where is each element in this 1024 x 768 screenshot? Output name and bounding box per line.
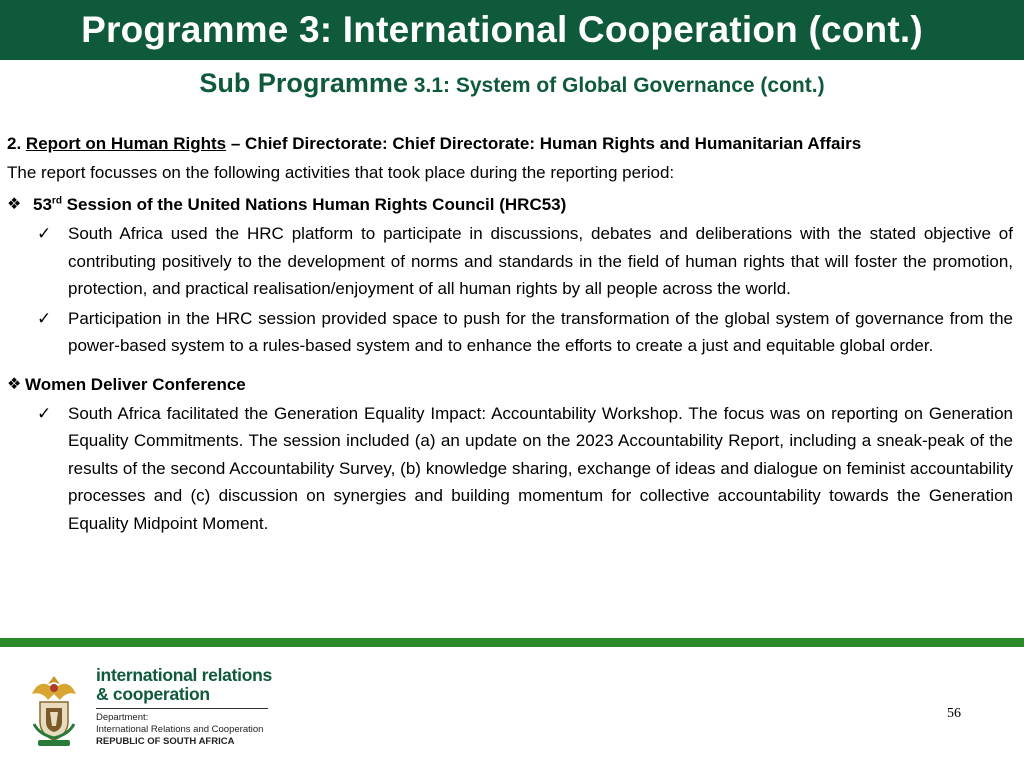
list-item: [37, 305, 1013, 360]
list-item-text: South Africa facilitated the Generation Equality Impact: Accountability Workshop. The focus was on reporting on Generation Equality Commitments. The session included (a) an update on the 2023 Accountability Report, including a sneak-peak of the results of the second Accountability Survey, (b) knowledge sharing, exchange of ideas and dialogue on feminist accountability processes and (c) discussion on synergies and building momentum for collective accountability towards the Generation Equality Midpoint Moment.: [68, 403, 1013, 533]
subtitle-lead: Sub Programme: [199, 68, 408, 98]
check-icon: ✓: [37, 308, 52, 328]
diamond-bullet-icon: ❖: [7, 375, 22, 393]
report-link: Report on Human Rights: [25, 134, 227, 153]
coat-of-arms-icon: [26, 672, 82, 748]
section-heading: [7, 192, 1013, 218]
session-number: 53: [33, 195, 52, 214]
footer-divider: [0, 638, 1024, 647]
slide-title: Programme 3: International Cooperation (cont.): [81, 9, 923, 50]
section-title: Women Deliver Conference: [25, 374, 246, 394]
brand-block: [96, 666, 272, 748]
list-item: [37, 220, 1013, 303]
country-name: REPUBLIC OF SOUTH AFRICA: [96, 736, 235, 747]
session-ordinal: rd: [51, 195, 62, 207]
section-title: [33, 192, 566, 218]
session-title: Session of the United Nations Human Rights Council (HRC53): [61, 195, 567, 214]
section-heading: [7, 372, 1013, 398]
report-intro: The report focusses on the following activities that took place during the reporting period:: [7, 163, 675, 182]
department-name: International Relations and Cooperation: [96, 724, 264, 735]
section-women-deliver: [7, 372, 1013, 538]
section-hrc53: [7, 192, 1013, 360]
report-number: 2.: [7, 134, 22, 153]
report-heading: [7, 132, 1013, 156]
brand-rule: [96, 708, 268, 709]
list-item-text: South Africa used the HRC platform to participate in discussions, debates and deliberations with the stated objective of contributing positively to the development of norms and standards in the field of human rights that will foster the promotion, protection, and practical realisation/enjoyment of all human rights by all people across the world.: [68, 224, 1013, 298]
diamond-bullet-icon: ❖: [7, 196, 22, 213]
list-item: [37, 400, 1013, 538]
footer: [0, 647, 1024, 768]
check-icon: ✓: [37, 224, 52, 243]
brand-line-1: international relations: [96, 665, 272, 685]
report-heading-rest: – Chief Directorate: Chief Directorate: Human Rights and Humanitarian Affairs: [226, 134, 862, 153]
brand-line-2: & cooperation: [96, 684, 210, 704]
subtitle-rest: 3.1: System of Global Governance (cont.): [407, 74, 825, 97]
check-icon: ✓: [37, 403, 52, 423]
department-label: Department:: [96, 712, 149, 723]
slide-subtitle: [0, 68, 1024, 99]
list-item-text: Participation in the HRC session provided space to push for the transformation of the global system of governance from the power-based system to a rules-based system and to enhance the efforts to create a just and equitable global order.: [68, 308, 1013, 355]
slide-content: [7, 132, 1013, 537]
title-bar: [0, 0, 1024, 60]
page-number: 56: [947, 706, 961, 721]
